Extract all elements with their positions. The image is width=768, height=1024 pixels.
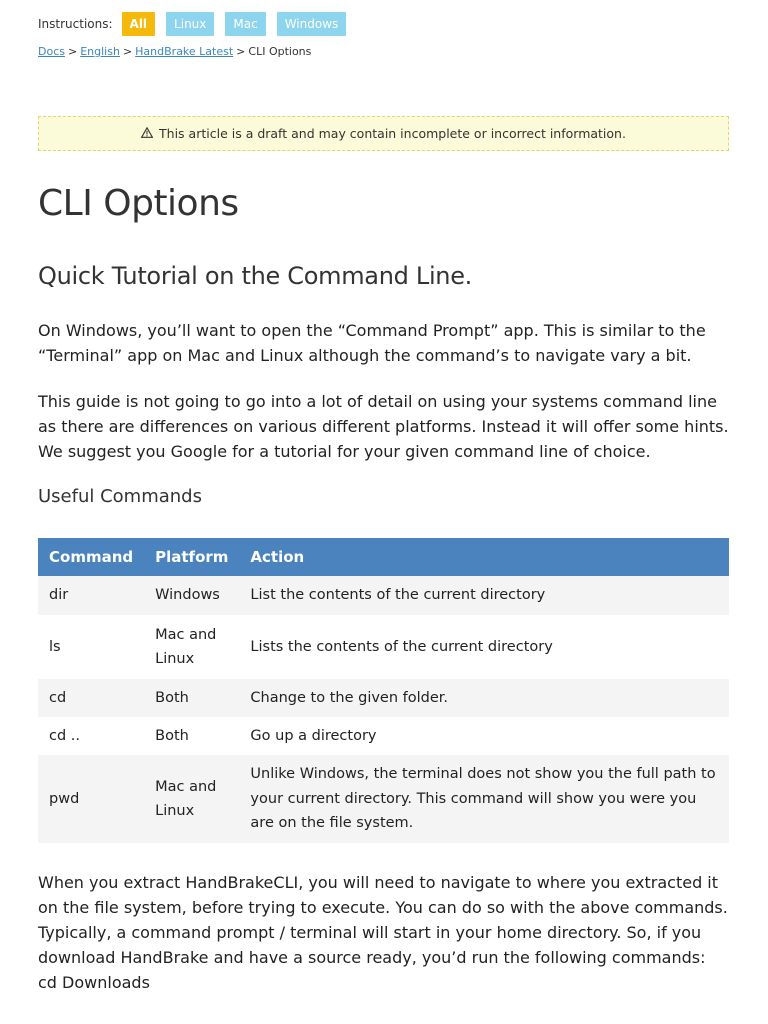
table-row <box>38 576 729 615</box>
warning-icon <box>141 127 153 141</box>
cell-platform: Windows <box>144 576 239 615</box>
table-row <box>38 615 729 679</box>
instructions-label: Instructions: <box>38 17 113 31</box>
useful-commands-heading: Useful Commands <box>38 486 202 507</box>
filter-linux-button[interactable]: Linux <box>166 12 214 36</box>
cell-action: Change to the given folder. <box>239 679 729 717</box>
commands-table <box>38 538 729 843</box>
cell-platform: Mac and Linux <box>144 755 239 843</box>
table-header-row <box>38 538 729 576</box>
table-row <box>38 679 729 717</box>
cell-command: dir <box>38 576 144 615</box>
breadcrumb-separator: > <box>67 45 78 58</box>
cell-action: Unlike Windows, the terminal does not show you the full path to your current directory. This command will show you were you are on the file system. <box>239 755 729 843</box>
page-title: CLI Options <box>38 183 239 224</box>
cell-action: Lists the contents of the current directory <box>239 615 729 679</box>
cell-action: List the contents of the current directory <box>239 576 729 615</box>
cell-platform: Both <box>144 679 239 717</box>
cell-command: cd <box>38 679 144 717</box>
table-row <box>38 755 729 843</box>
extract-paragraph: When you extract HandBrakeCLI, you will need to navigate to where you extracted it on the file system, before trying to execute. You can do so with the above commands. Typically, a command prompt / terminal will start in your home directory. So, if you download HandBrake and have a source ready, you’d run the following commands: cd Downloads <box>38 873 728 992</box>
breadcrumb-current: CLI Options <box>248 45 312 58</box>
column-header-command: Command <box>38 538 144 576</box>
cell-action: Go up a directory <box>239 717 729 755</box>
cell-command: pwd <box>38 755 144 843</box>
guide-paragraph: This guide is not going to go into a lot of detail on using your systems command line as there are differences on various different platforms. Instead it will offer some hints. We suggest you Google for a tutorial for your given command line of choice. <box>38 392 729 461</box>
breadcrumb-separator: > <box>236 45 246 58</box>
breadcrumb-link-handbrake-latest[interactable]: HandBrake Latest <box>135 45 234 58</box>
breadcrumb <box>38 45 311 58</box>
filter-all-button[interactable]: All <box>122 12 156 36</box>
breadcrumb-link-docs[interactable]: Docs <box>38 45 65 58</box>
intro-paragraph: On Windows, you’ll want to open the “Command Prompt” app. This is similar to the “Terminal” app on Mac and Linux although the command’s to navigate vary a bit. <box>38 321 706 365</box>
filter-mac-button[interactable]: Mac <box>225 12 265 36</box>
column-header-action: Action <box>239 538 729 576</box>
cell-command: cd .. <box>38 717 144 755</box>
cell-platform: Mac and Linux <box>144 615 239 679</box>
filter-windows-button[interactable]: Windows <box>277 12 347 36</box>
cell-platform: Both <box>144 717 239 755</box>
cell-command: ls <box>38 615 144 679</box>
draft-notice-text: This article is a draft and may contain incomplete or incorrect information. <box>159 126 626 141</box>
breadcrumb-link-english[interactable]: English <box>80 45 120 58</box>
draft-notice <box>38 116 729 151</box>
breadcrumb-separator: > <box>122 45 133 58</box>
section-title: Quick Tutorial on the Command Line. <box>38 262 473 290</box>
column-header-platform: Platform <box>144 538 239 576</box>
table-row <box>38 717 729 755</box>
instructions-filter-bar <box>38 12 357 36</box>
